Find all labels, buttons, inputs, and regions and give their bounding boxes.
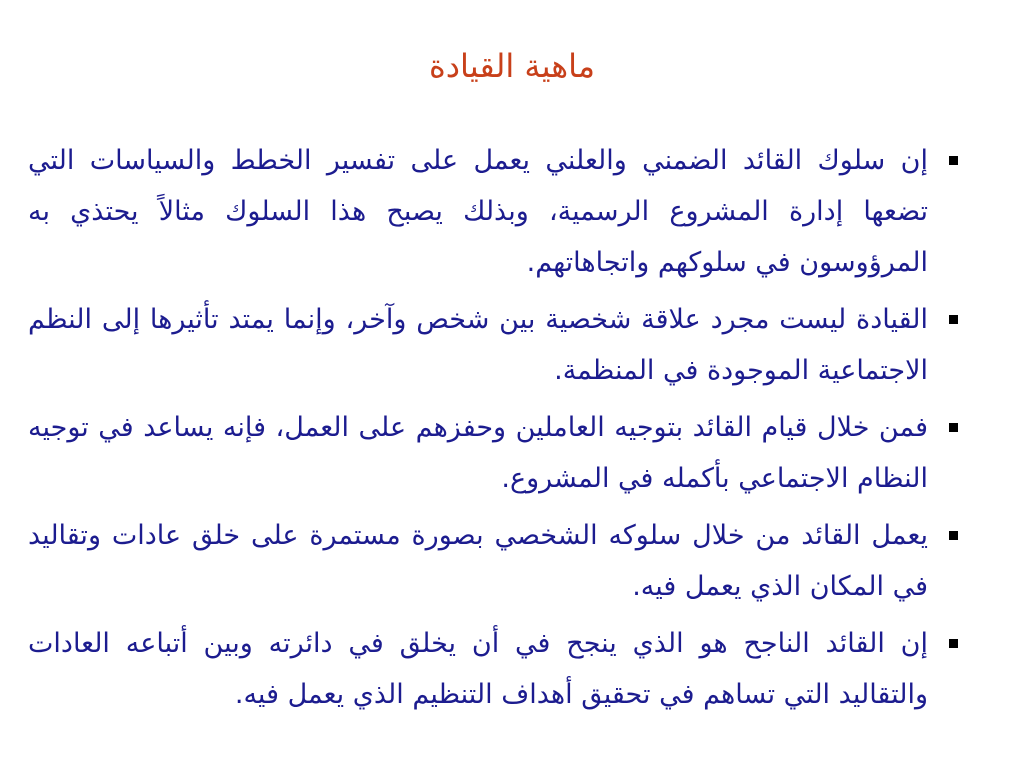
square-bullet-icon bbox=[949, 315, 958, 324]
bullet-text: فمن خلال قيام القائد بتوجيه العاملين وحفزهم على العمل، فإنه يساعد في توجيه النظام الاجتماعي بأكمله في المشروع. bbox=[28, 412, 928, 494]
slide-title: ماهية القيادة bbox=[429, 47, 595, 85]
bullet-item bbox=[28, 294, 958, 396]
bullet-text: القيادة ليست مجرد علاقة شخصية بين شخص وآخر، وإنما يمتد تأثيرها إلى النظم الاجتماعية الموجودة في المنظمة. bbox=[28, 304, 928, 386]
square-bullet-icon bbox=[949, 423, 958, 432]
bullet-text: يعمل القائد من خلال سلوكه الشخصي بصورة مستمرة على خلق عادات وتقاليد في المكان الذي يعمل فيه. bbox=[28, 520, 928, 602]
bullet-item bbox=[28, 402, 958, 504]
bullet-item bbox=[28, 510, 958, 612]
bullet-text: إن سلوك القائد الضمني والعلني يعمل على تفسير الخطط والسياسات التي تضعها إدارة المشروع الرسمية، وبذلك يصبح هذا السلوك مثالاً يحتذي به المرؤوسون في سلوكهم واتجاهاتهم. bbox=[28, 145, 928, 278]
bullet-item bbox=[28, 618, 958, 720]
bullet-list bbox=[28, 135, 958, 720]
square-bullet-icon bbox=[949, 639, 958, 648]
square-bullet-icon bbox=[949, 531, 958, 540]
square-bullet-icon bbox=[949, 156, 958, 165]
bullet-text: إن القائد الناجح هو الذي ينجح في أن يخلق في دائرته وبين أتباعه العادات والتقاليد التي تساهم في تحقيق أهداف التنظيم الذي يعمل فيه. bbox=[28, 628, 928, 710]
bullet-item bbox=[28, 135, 958, 288]
